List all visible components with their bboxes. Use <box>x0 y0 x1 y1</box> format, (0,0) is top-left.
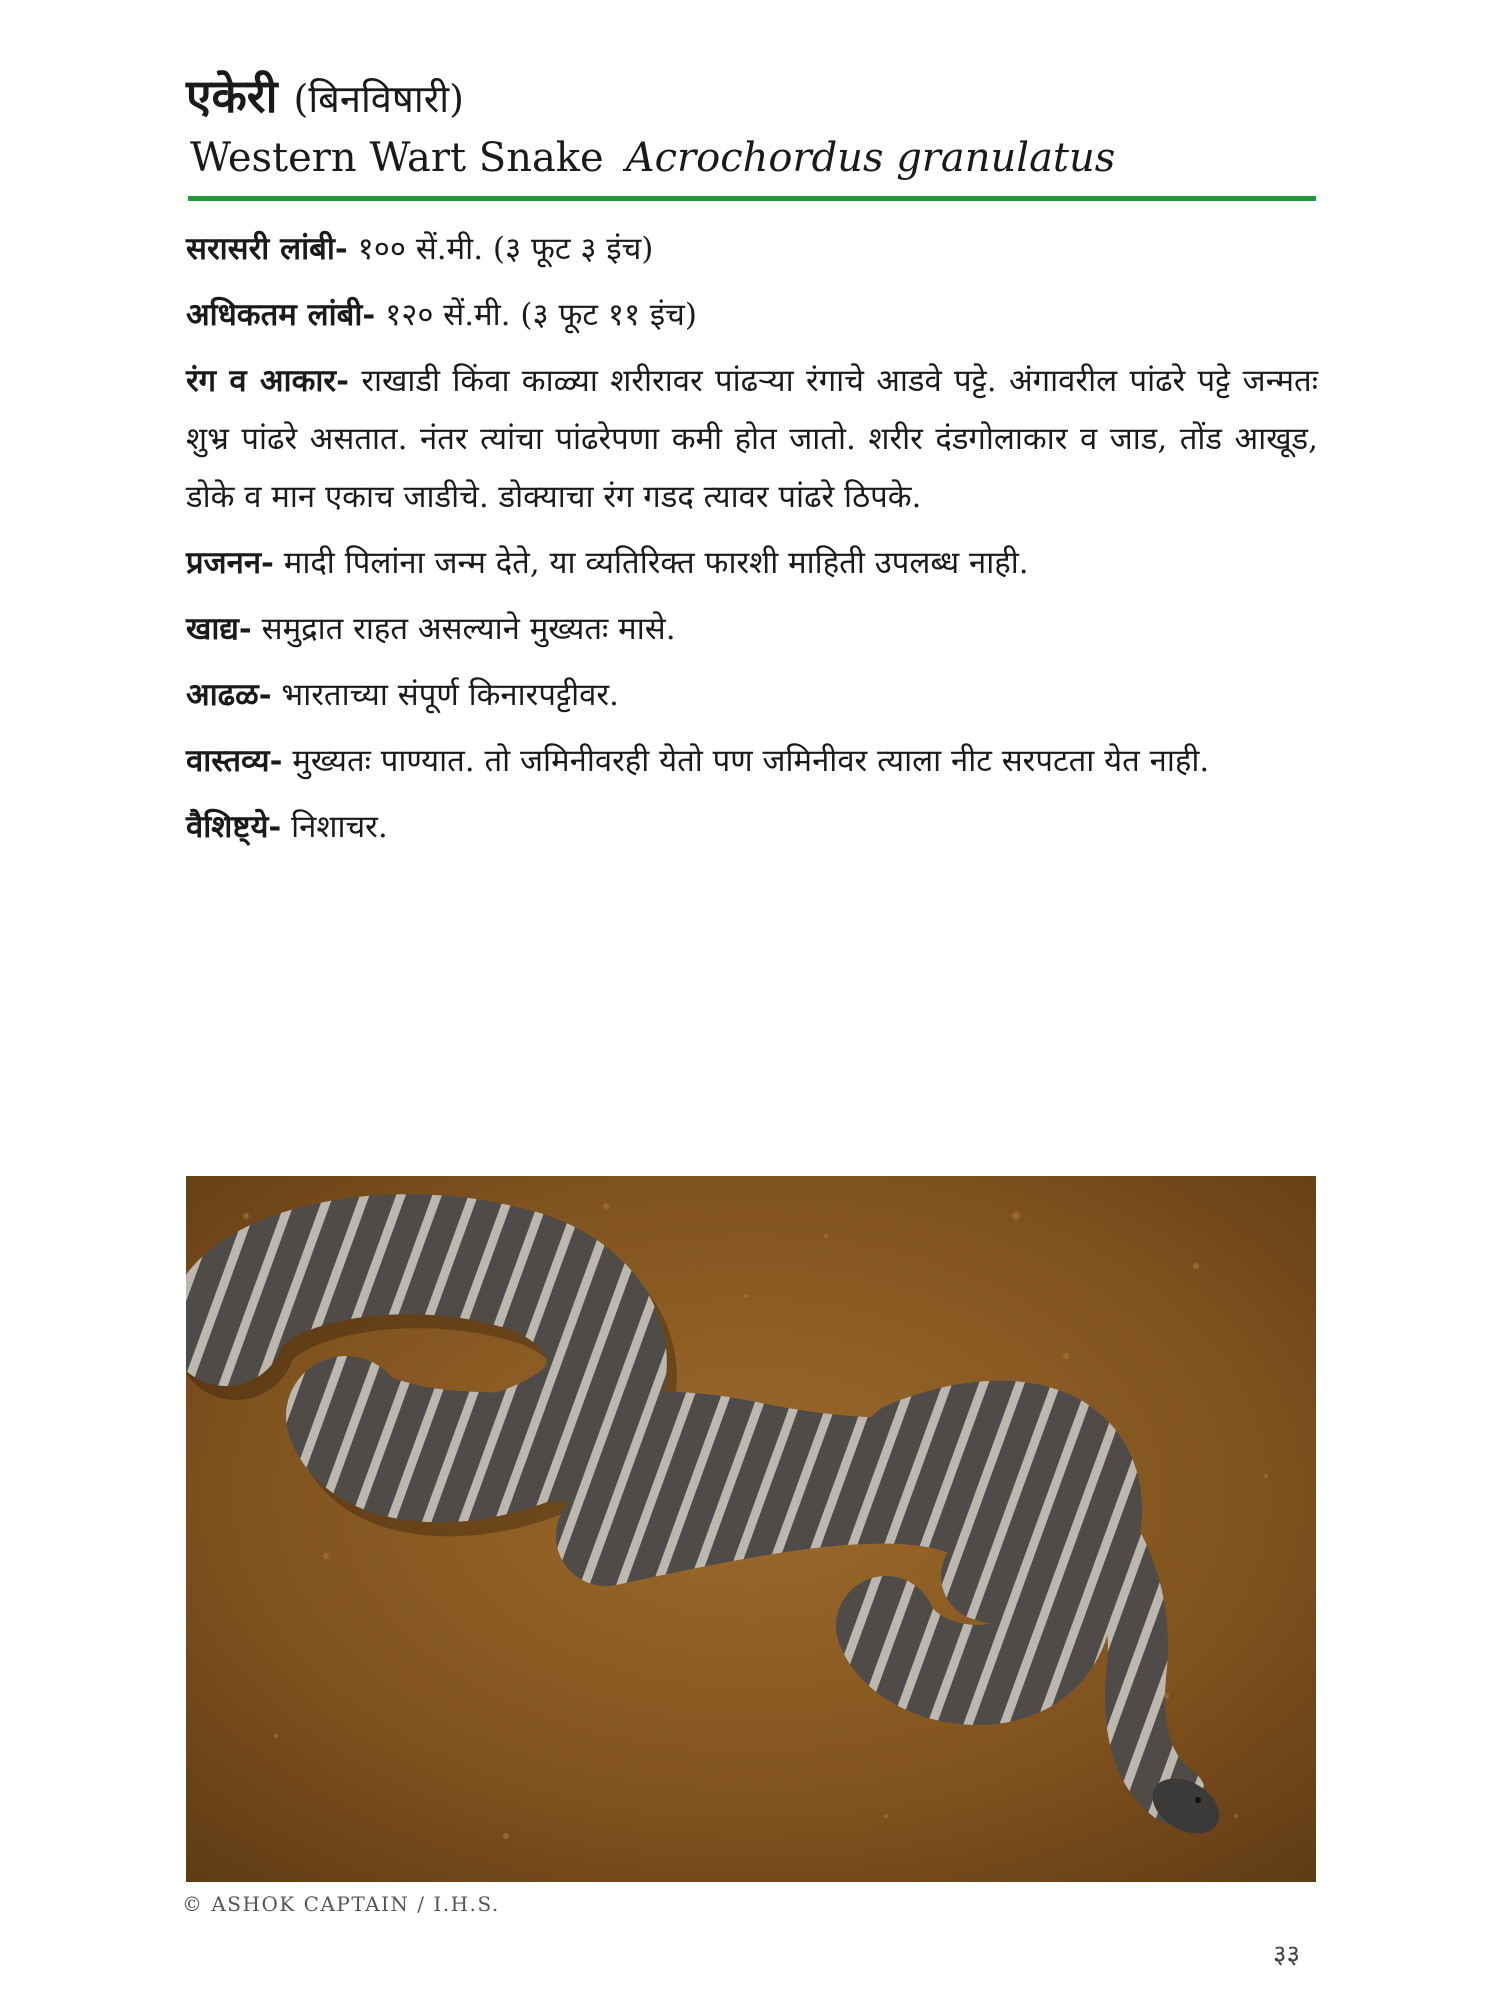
field-color-shape <box>186 352 1318 526</box>
title-note: (बिनविषारी) <box>293 77 464 121</box>
field-value: मादी पिलांना जन्म देते, या व्यतिरिक्त फारशी माहिती उपलब्ध नाही. <box>283 545 1029 581</box>
field-max-length <box>186 286 1318 344</box>
field-label: सरासरी लांबी- <box>186 231 348 267</box>
field-label: खाद्य- <box>186 611 252 647</box>
field-breeding <box>186 534 1318 592</box>
field-label: आढळ- <box>186 677 272 713</box>
field-value: भारताच्या संपूर्ण किनारपट्टीवर. <box>281 677 619 713</box>
field-habitat <box>186 732 1318 790</box>
field-label: वास्तव्य- <box>186 743 283 779</box>
species-fields <box>186 220 1318 864</box>
field-features <box>186 798 1318 856</box>
subtitle-row <box>190 130 1115 186</box>
field-value: १२० सें.मी. (३ फूट ११ इंच) <box>385 297 697 333</box>
field-value: मुख्यतः पाण्यात. तो जमिनीवरही येतो पण जमिनीवर त्याला नीट सरपटता येत नाही. <box>292 743 1210 779</box>
field-average-length <box>186 220 1318 278</box>
green-divider <box>188 196 1316 201</box>
snake-photo <box>186 1176 1316 1882</box>
title-row <box>186 68 464 127</box>
field-label: वैशिष्ट्ये- <box>186 809 282 845</box>
field-value: निशाचर. <box>291 809 388 845</box>
snake-photo-icon <box>186 1176 1316 1882</box>
field-label: अधिकतम लांबी- <box>186 297 376 333</box>
common-name: Western Wart Snake <box>190 135 604 181</box>
page-number: ३३ <box>1272 1940 1300 1970</box>
field-label: रंग व आकार- <box>186 363 349 399</box>
field-distribution <box>186 666 1318 724</box>
field-value: १०० सें.मी. (३ फूट ३ इंच) <box>357 231 654 267</box>
field-value: समुद्रात राहत असल्याने मुख्यतः मासे. <box>261 611 676 647</box>
title-marathi: एकेरी <box>186 69 278 123</box>
scientific-name: Acrochordus granulatus <box>625 135 1116 181</box>
field-value: राखाडी किंवा काळ्या शरीरावर पांढऱ्या रंगाचे आडवे पट्टे. अंगावरील पांढरे पट्टे जन्मतः शुभ्र पांढरे असतात. नंतर त्यांचा पांढरेपणा कमी होत जातो. शरीर दंडगोलाकार व जाड, तोंड आखूड, डोके व मान एकाच जाडीचे. डोक्याचा रंग गडद त्यावर पांढरे ठिपके. <box>186 363 1318 515</box>
field-label: प्रजनन- <box>186 545 274 581</box>
photo-credit: © ASHOK CAPTAIN / I.H.S. <box>182 1892 500 1916</box>
field-food <box>186 600 1318 658</box>
